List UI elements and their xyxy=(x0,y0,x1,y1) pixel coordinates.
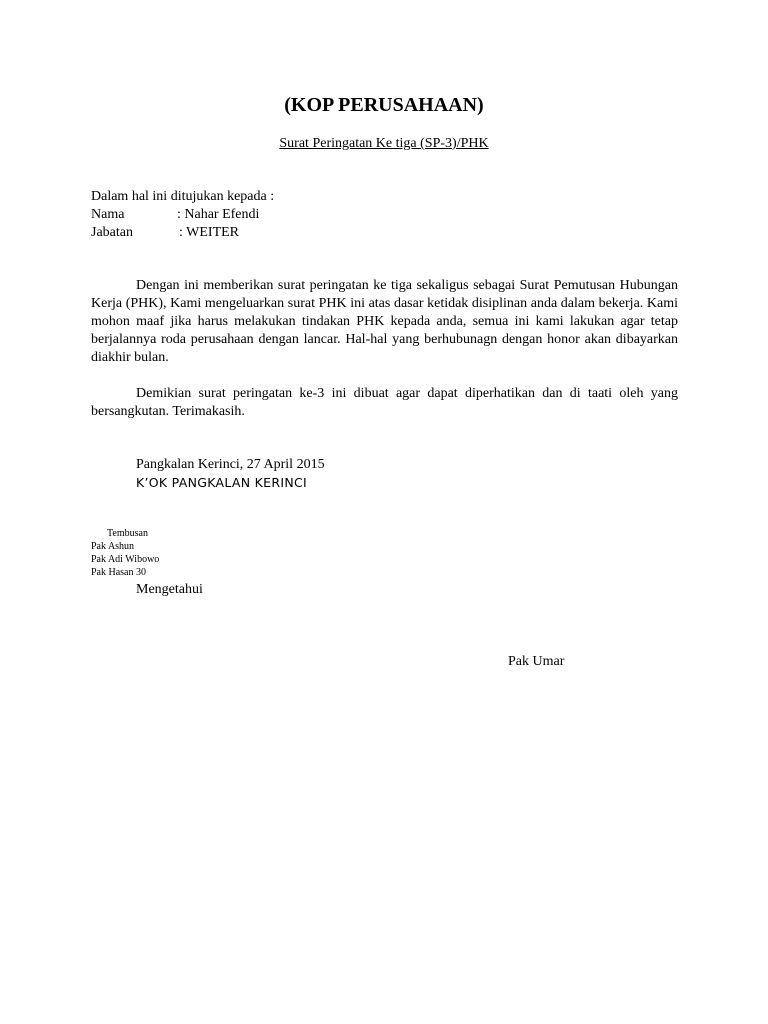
addressed-to-line: Dalam hal ini ditujukan kepada : xyxy=(91,189,275,204)
cc-block xyxy=(91,527,159,579)
acknowledged-label: Mengetahui xyxy=(136,582,203,597)
organization-name: K’OK PANGKALAN KERINCI xyxy=(136,475,307,490)
letter-heading: (KOP PERUSAHAAN) xyxy=(284,94,484,116)
cc-title: Tembusan xyxy=(107,528,148,539)
name-row xyxy=(91,206,274,224)
name-label: Nama xyxy=(91,207,125,222)
position-label: Jabatan xyxy=(91,225,133,240)
signoff-block xyxy=(136,456,325,492)
body-paragraph-1: Dengan ini memberikan surat peringatan ke tiga sekaligus sebagai Surat Pemutusan Hubungan Kerja (PHK), Kami mengeluarkan surat PHK ini atas dasar ketidak disiplinan anda dalam bekerja. Kami mohon maaf jika harus melakukan tindakan PHK kepada anda, semua ini kami lakukan agar tetap berjalannya roda perusahaan dengan lancar. Hal-hal yang berhubunagn dengan honor akan dibayarkan diakhir bulan. xyxy=(91,278,678,365)
position-value: : WEITER xyxy=(179,225,240,240)
cc-item: Pak Ashun xyxy=(91,541,135,552)
cc-item: Pak Adi Wibowo xyxy=(91,554,160,565)
signer-name: Pak Umar xyxy=(508,654,565,669)
letter-subheading: Surat Peringatan Ke tiga (SP-3)/PHK xyxy=(279,136,489,151)
recipient-block xyxy=(91,188,274,242)
cc-item: Pak Hasan 30 xyxy=(91,567,146,578)
name-value: : Nahar Efendi xyxy=(177,207,260,222)
place-date: Pangkalan Kerinci, 27 April 2015 xyxy=(136,457,325,472)
position-row xyxy=(91,224,274,242)
body-paragraph-2: Demikian surat peringatan ke-3 ini dibuat agar dapat diperhatikan dan di taati oleh yang bersangkutan. Terimakasih. xyxy=(91,386,678,419)
